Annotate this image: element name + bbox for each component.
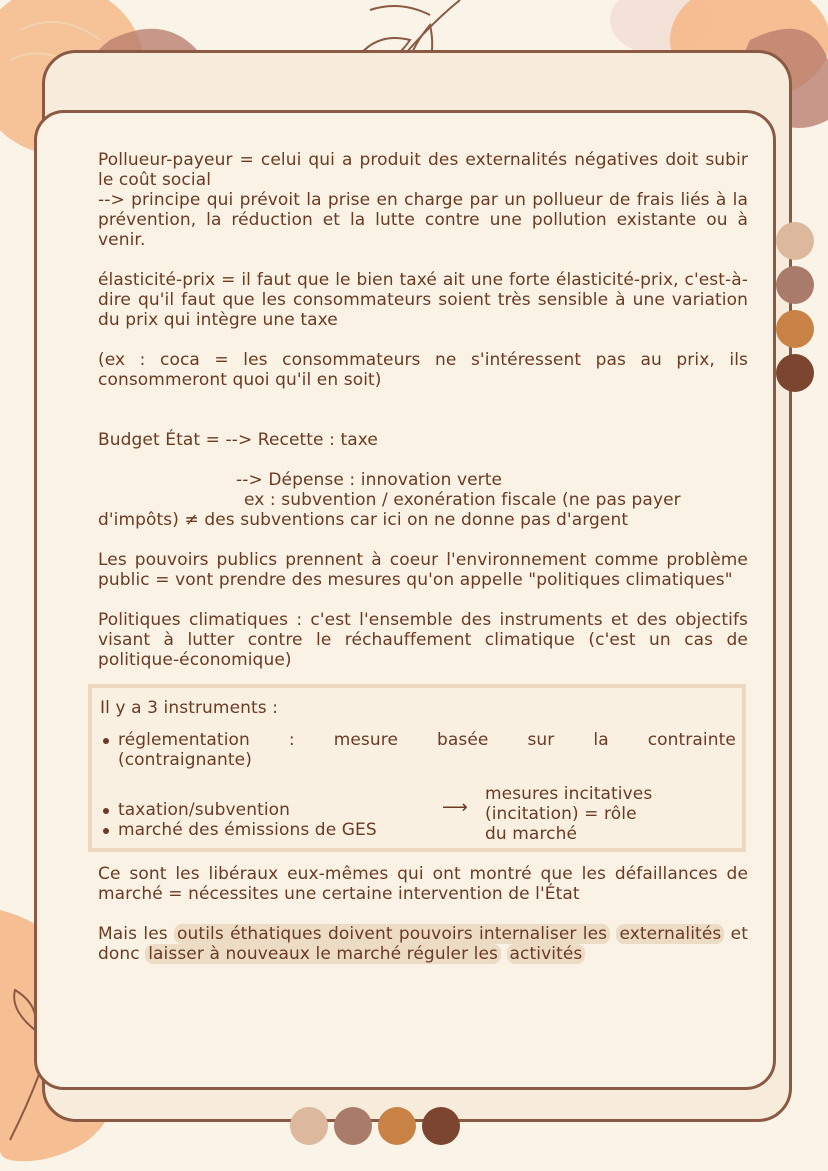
pouvoirs-publics-text: Les pouvoirs publics prennent à coeur l'environnement comme problème public = vont prendre des mesures qu'on appelle "politiques climatiques"	[98, 550, 748, 590]
swatch-1	[776, 222, 814, 260]
incitative-note	[485, 784, 685, 844]
list-item: marché des émissions de GES	[100, 820, 425, 840]
reg-word: réglementation	[118, 730, 250, 750]
reg-word: basée	[437, 730, 489, 750]
highlight: externalités	[616, 924, 724, 944]
principe-text: --> principe qui prévoit la prise en charge par un pollueur de frais liés à la prévention, la réduction et la lutte contre une pollution existante ou à venir.	[98, 190, 748, 250]
swatch-bottom-1	[290, 1107, 328, 1145]
mais-prefix: Mais les	[98, 924, 175, 944]
swatch-4	[776, 354, 814, 392]
reg-word: sur	[527, 730, 555, 750]
arrow-icon: ⟶	[442, 797, 468, 818]
highlight: activités	[507, 944, 586, 964]
subvention-line1: ex : subvention / exonération fiscale (ne pas payer	[244, 490, 681, 510]
swatch-bottom-3	[378, 1107, 416, 1145]
mais-text	[98, 924, 748, 964]
pollueur-payeur-text: Pollueur-payeur = celui qui a produit des externalités négatives doit subir le coût social	[98, 150, 748, 190]
list-item	[100, 730, 736, 770]
swatch-bottom-4	[422, 1107, 460, 1145]
mais-mid: et donc	[98, 924, 748, 964]
reg-word: mesure	[333, 730, 399, 750]
swatch-bottom-2	[334, 1107, 372, 1145]
reg-line2: (contraignante)	[118, 750, 252, 770]
instruments-box	[88, 684, 746, 852]
swatch-3	[776, 310, 814, 348]
budget-text: Budget État = --> Recette : taxe	[98, 430, 378, 450]
list-item: taxation/subvention	[100, 800, 425, 820]
reg-word: la	[593, 730, 609, 750]
incit-line1: mesures incitatives	[485, 784, 653, 804]
highlight: laisser à nouveaux le marché réguler les	[145, 944, 501, 964]
highlight: outils éthatiques doivent pouvoirs internaliser les	[174, 924, 610, 944]
subvention-line2: d'impôts) ≠ des subventions car ici on ne donne pas d'argent	[98, 510, 629, 530]
incit-line2: (incitation) = rôle	[485, 804, 637, 824]
instruments-list	[100, 730, 736, 770]
incit-line3: du marché	[485, 824, 578, 844]
elasticite-text: élasticité-prix = il faut que le bien taxé ait une forte élasticité-prix, c'est-à-dire qu'il faut que les consommateurs soient très sensible à une variation du prix qui intègre une taxe	[98, 270, 748, 330]
reg-word: :	[288, 730, 295, 750]
swatch-2	[776, 266, 814, 304]
depense-text: --> Dépense : innovation verte	[236, 470, 503, 490]
exemple-text: (ex : coca = les consommateurs ne s'intéressent pas au prix, ils consommeront quoi qu'il en soit)	[98, 350, 748, 390]
incentive-list	[100, 800, 425, 844]
reg-word: contrainte	[647, 730, 736, 750]
liberaux-text: Ce sont les libéraux eux-mêmes qui ont montré que les défaillances de marché = nécessites une certaine intervention de l'État	[98, 864, 748, 904]
politiques-text: Politiques climatiques : c'est l'ensemble des instruments et des objectifs visant à lutter contre le réchauffement climatique (c'est un cas de politique-économique)	[98, 610, 748, 670]
instruments-title: Il y a 3 instruments :	[100, 698, 279, 718]
notes-content	[98, 150, 748, 964]
